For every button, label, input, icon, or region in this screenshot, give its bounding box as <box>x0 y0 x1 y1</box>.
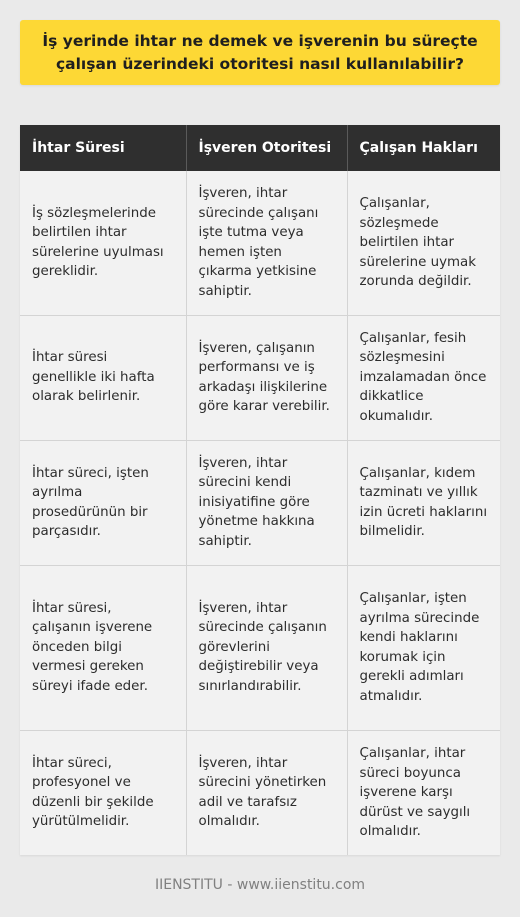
table-row <box>20 565 500 730</box>
column-header-employer-authority: İşveren Otoritesi <box>186 125 347 171</box>
table-cell: Çalışanlar, ihtar süreci boyunca işverene karşı dürüst ve saygılı olmalıdır. <box>359 746 471 839</box>
footer-credit: IIENSTITU - www.iienstitu.com <box>154 877 366 893</box>
table-row <box>20 315 500 440</box>
table-cell: İhtar süreci, profesyonel ve düzenli bir şekilde yürütülmelidir. <box>20 730 186 855</box>
table-cell: Çalışanlar, işten ayrılma sürecinde kendi haklarını korumak için gerekli adımları atmalıdır. <box>347 565 500 730</box>
table-cell: Çalışanlar, sözleşmede belirtilen ihtar sürelerine uymak zorunda değildir. <box>347 171 500 315</box>
table-cell: İşveren, çalışanın performansı ve iş arkadaşı ilişkilerine göre karar verebilir. <box>186 315 347 440</box>
table-cell: İhtar süresi, çalışanın işverene önceden bilgi vermesi gereken süreyi ifade eder. <box>20 565 186 730</box>
table-cell: İşveren, ihtar sürecinde çalışanın görevlerini değiştirebilir veya sınırlandırabilir. <box>186 565 347 730</box>
table-cell: İhtar süreci, işten ayrılma prosedürünün bir parçasıdır. <box>20 440 186 565</box>
table-cell: İş sözleşmelerinde belirtilen ihtar sürelerine uyulması gereklidir. <box>20 171 186 315</box>
table-cell: İşveren, ihtar sürecini yönetirken adil ve tarafsız olmalıdır. <box>186 730 347 855</box>
column-header-employee-rights: Çalışan Hakları <box>359 140 478 156</box>
info-table <box>20 125 500 855</box>
table-row <box>20 440 500 565</box>
table-cell: Çalışanlar, kıdem tazminatı ve yıllık izin ücreti haklarını bilmelidir. <box>347 440 500 565</box>
table-row <box>20 730 500 855</box>
table-header-row <box>20 125 500 171</box>
page-title: İş yerinde ihtar ne demek ve işverenin bu süreçte çalışan üzerindeki otoritesi nasıl kullanılabilir? <box>42 31 478 73</box>
table-cell: İhtar süresi genellikle iki hafta olarak belirlenir. <box>20 315 186 440</box>
column-header-notice-period: İhtar Süresi <box>20 125 186 171</box>
table-cell: Çalışanlar, fesih sözleşmesini imzalamadan önce dikkatlice okumalıdır. <box>347 315 500 440</box>
table-row <box>20 171 500 315</box>
table-cell: İşveren, ihtar sürecini kendi inisiyatifine göre yönetme hakkına sahiptir. <box>186 440 347 565</box>
title-banner <box>20 20 500 85</box>
table-cell: İşveren, ihtar sürecinde çalışanı işte tutma veya hemen işten çıkarma yetkisine sahiptir. <box>186 171 347 315</box>
